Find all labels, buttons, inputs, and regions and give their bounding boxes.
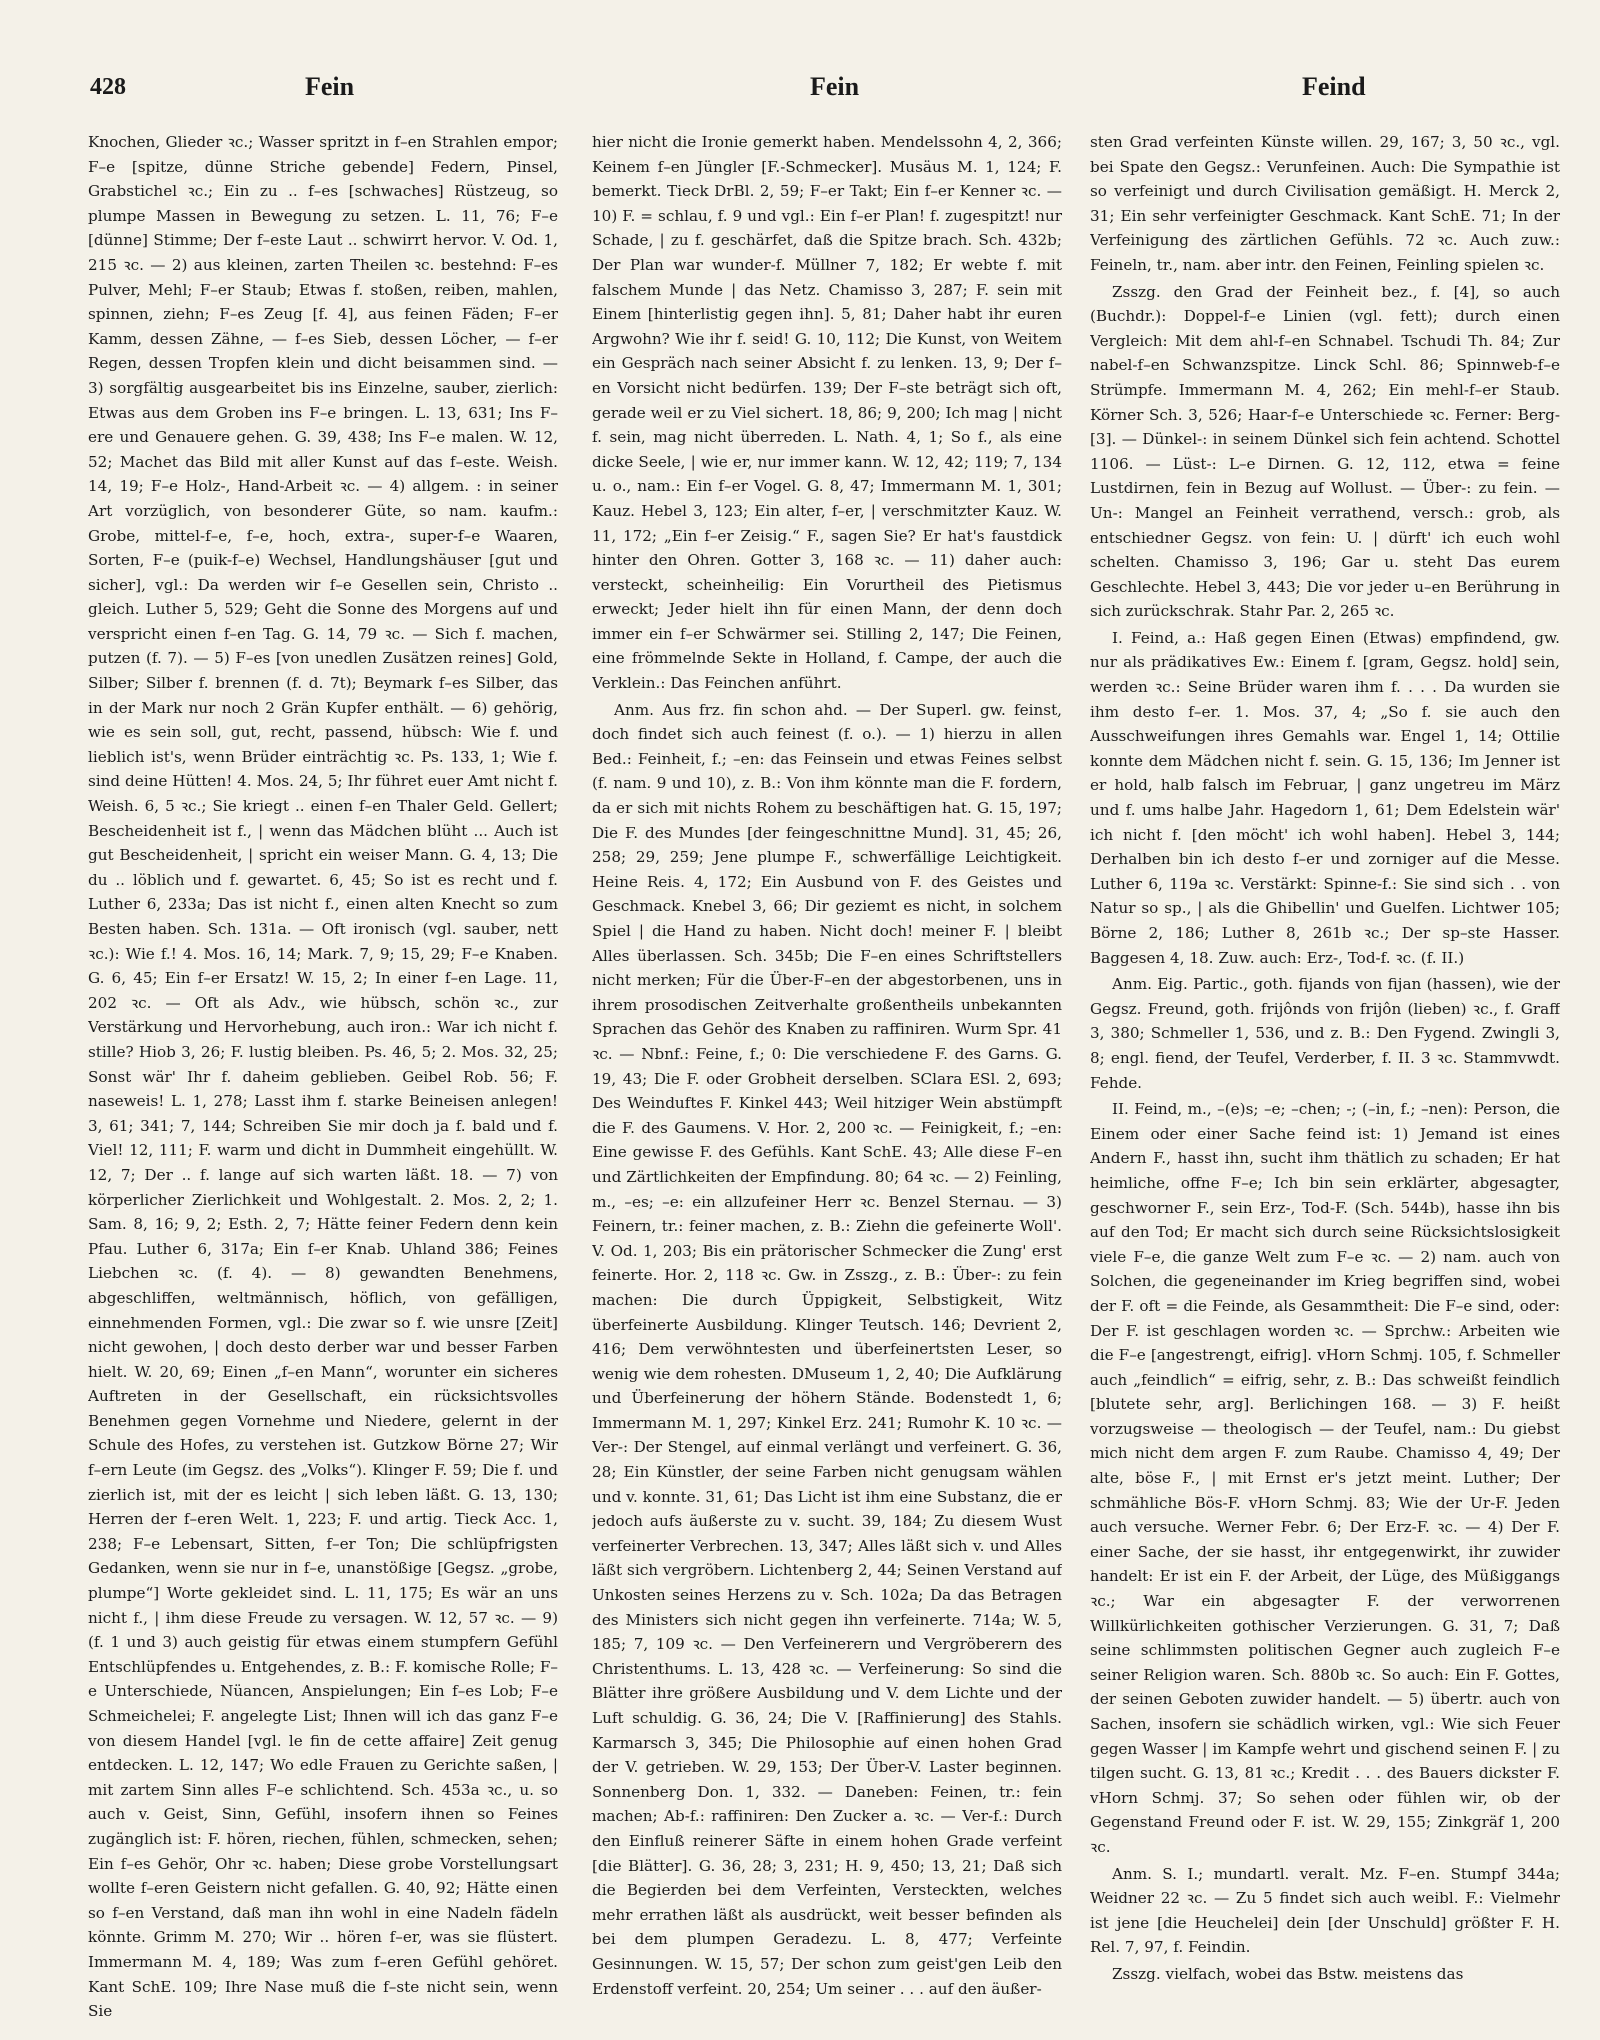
paragraph: sten Grad verfeinten Künste willen. 29, 167; 3, 50 ꝛc., vgl. bei Spate den Gegsz.: Verunfeinen. Auch: Die Sympathie ist so verfeinigt und durch Civilisation gemäßigt. H. Merck 2, 31; Ein sehr verfeinigter Geschmack. Kant SchE. 71; In der Verfeinigung des zärtlichen Gefühls. 72 ꝛc. Auch zuw.: Feineln, tr., nam. aber intr. den Feinen, Feinling spielen ꝛc.	[1090, 133, 1560, 274]
paragraph: hier nicht die Ironie gemerkt haben. Mendelssohn 4, 2, 366; Keinem f–en Jüngler [F.-Schmecker]. Musäus M. 1, 124; F. bemerkt. Tieck DrBl. 2, 59; F–er Takt; Ein f–er Kenner ꝛc. — 10) F. = schlau, f. 9 und vgl.: Ein f–er Plan! f. zugespitzt! nur Schade, | zu f. geschärfet, daß die Spitze brach. Sch. 432b; Der Plan war wunder-f. Müllner 7, 182; Er webte f. mit falschem Munde | das Netz. Chamisso 3, 287; F. sein mit Einem [hinterlistig gegen ihn]. 5, 81; Daher habt ihr euren Argwohn? Wie ihr f. seid! G. 10, 112; Die Kunst, von Weitem ein Gespräch nach seiner Absicht f. zu lenken. 13, 9; Der f–en Vorsicht nicht bedürfen. 139; Der F–ste beträgt sich oft, gerade weil er zu Viel sichert. 18, 86; 9, 200; Ich mag | nicht f. sein, mag nicht überreden. L. Nath. 4, 1; So f., als eine dicke Seele, | wie er, nur immer kann. W. 12, 42; 119; 7, 134 u. o., nam.: Ein f–er Vogel. G. 8, 47; Immermann M. 1, 301; Kauz. Hebel 3, 123; Ein alter, f–er, | verschmitzter Kauz. W. 11, 172; „Ein f–er Zeisig.“ F., sagen Sie? Er hat's faustdick hinter den Ohren. Gotter 3, 168 ꝛc. — 11) daher auch: versteckt, scheinheilig: Ein Vorurtheil des Pietismus erweckt; Jeder hielt ihn für einen Mann, der denn doch immer ein f–er Schwärmer sei. Stilling 2, 147; Die Feinen, eine frömmelnde Sekte in Holland, f. Campe, der auch die Verklein.: Das Feinchen anführt.	[592, 133, 1062, 693]
paragraph: Knochen, Glieder ꝛc.; Wasser spritzt in f–en Strahlen empor; F–e [spitze, dünne Striche gebende] Federn, Pinsel, Grabstichel ꝛc.; Ein zu .. f–es [schwaches] Rüstzeug, so plumpe Massen in Bewegung zu setzen. L. 11, 76; F–e [dünne] Stimme; Der f–este Laut .. schwirrt hervor. V. Od. 1, 215 ꝛc. — 2) aus kleinen, zarten Theilen ꝛc. bestehnd: F–es Pulver, Mehl; F–er Staub; Etwas f. stoßen, reiben, mahlen, spinnen, ziehn; F–es Zeug [f. 4], aus feinen Fäden; F–er Kamm, dessen Zähne, — f–es Sieb, dessen Löcher, — f–er Regen, dessen Tropfen klein und dicht beisammen sind. — 3) sorgfältig ausgearbeitet bis ins Einzelne, sauber, zierlich: Etwas aus dem Groben ins F–e bringen. L. 13, 631; Ins F–ere und Genauere gehen. G. 39, 438; Ins F–e malen. W. 12, 52; Machet das Bild mit aller Kunst auf das f–este. Weish. 14, 19; F–e Holz-, Hand-Arbeit ꝛc. — 4) allgem. : in seiner Art vorzüglich, von besonderer Güte, so nam. kaufm.: Grobe, mittel-f–e, f–e, hoch, extra-, super-f–e Waaren, Sorten, F–e (puik-f–e) Wechsel, Handlungshäuser [gut und sicher], vgl.: Da werden wir f–e Gesellen sein, Christo .. gleich. Luther 5, 529; Geht die Sonne des Morgens auf und verspricht einen f–en Tag. G. 14, 79 ꝛc. — Sich f. machen, putzen (f. 7). — 5) F–es [von unedlen Zusätzen reines] Gold, Silber; Silber f. brennen (f. d. 7t); Beymark f–es Silber, das in der Mark nur noch 2 Grän Kupfer enthält. — 6) gehörig, wie es sein soll, gut, recht, passend, hübsch: Wie f. und lieblich ist's, wenn Brüder einträchtig ꝛc. Ps. 133, 1; Wie f. sind deine Hütten! 4. Mos. 24, 5; Ihr führet euer Amt nicht f. Weish. 6, 5 ꝛc.; Sie kriegt .. einen f–en Thaler Geld. Gellert; Bescheidenheit ist f., | wenn das Mädchen blüht ... Auch ist gut Bescheidenheit, | spricht ein weiser Mann. G. 4, 13; Die du .. löblich und f. gewartet. 6, 45; So ist es recht und f. Luther 6, 233a; Das ist nicht f., einen alten Knecht so zum Besten haben. Sch. 131a. — Oft ironisch (vgl. sauber, nett ꝛc.): Wie f.! 4. Mos. 16, 14; Mark. 7, 9; 15, 29; F–e Knaben. G. 6, 45; Ein f–er Ersatz! W. 15, 2; In einer f–en Lage. 11, 202 ꝛc. — Oft als Adv., wie hübsch, schön ꝛc., zur Verstärkung und Hervorhebung, auch iron.: War ich nicht f. stille? Hiob 3, 26; F. lustig bleiben. Ps. 46, 5; 2. Mos. 32, 25; Sonst wär' Ihr f. daheim geblieben. Geibel Rob. 56; F. naseweis! L. 1, 278; Lasst ihm f. starke Beineisen anlegen! 3, 61; 341; 7, 144; Schreiben Sie mir doch ja f. bald und f. Viel! 12, 111; F. warm und dicht in Dummheit eingehüllt. W. 12, 7; Der .. f. lange auf sich warten läßt. 18. — 7) von körperlicher Zierlichkeit und Wohlgestalt. 2. Mos. 2, 2; 1. Sam. 8, 16; 9, 2; Esth. 2, 7; Hätte feiner Federn denn kein Pfau. Luther 6, 317a; Ein f–er Knab. Uhland 386; Feines Liebchen ꝛc. (f. 4). — 8) gewandten Benehmens, abgeschliffen, weltmännisch, höflich, von gefälligen, einnehmenden Formen, vgl.: Die zwar so f. wie unsre [Zeit] nicht gewohen, | doch desto derber war und besser Farben hielt. W. 20, 69; Einen „f–en Mann“, worunter ein sicheres Auftreten in der Gesellschaft, ein rücksichtsvolles Benehmen gegen Vornehme und Niedere, gelernt in der Schule des Hofes, zu verstehen ist. Gutzkow Börne 27; Wir f–ern Leute (im Gegsz. des „Volks“). Klinger F. 59; Die f. und zierlich ist, mit der es leicht | sich leben läßt. G. 13, 130; Herren der f–eren Welt. 1, 223; F. und artig. Tieck Acc. 1, 238; F–e Lebensart, Sitten, f–er Ton; Die schlüpfrigsten Gedanken, wenn sie nur in f–e, unanstößige [Gegsz. „grobe, plumpe“] Worte gekleidet sind. L. 11, 175; Es wär an uns nicht f., | ihm diese Freude zu versagen. W. 12, 57 ꝛc. — 9) (f. 1 und 3) auch geistig für etwas einem stumpfern Gefühl Entschlüpfendes u. Entgehendes, z. B.: F. komische Rolle; F–e Unterschiede, Nüancen, Anspielungen; Ein f–es Lob; F–e Schmeichelei; F. angelegte List; Ihnen will ich das ganz F–e von diesem Handel [vgl. le fin de cette affaire] Zeit genug entdecken. L. 12, 147; Wo edle Frauen zu Gerichte saßen, | mit zartem Sinn alles F–e schlichtend. Sch. 453a ꝛc., u. so auch v. Geist, Sinn, Gefühl, insofern ihnen so Feines zugänglich ist: F. hören, riechen, fühlen, schmecken, sehen; Ein f–es Gehör, Ohr ꝛc. haben; Diese grobe Vorstellungsart wollte f–eren Geistern nicht gefallen. G. 40, 92; Hätte einen so f–en Verstand, daß man ihn wohl in eine Nadeln fädeln könnte. Grimm M. 270; Wir .. hören f–er, was sie flüstert. Immermann M. 4, 189; Was zum f–eren Gefühl gehöret. Kant SchE. 109; Ihre Nase muß die f–ste nicht sein, wenn Sie	[88, 133, 558, 2020]
entry-feind-adjective: I. Feind, a.: Haß gegen Einen (Etwas) empfindend, gw. nur als prädikatives Ew.: Einem f. [gram, Gegsz. hold] sein, werden ꝛc.: Seine Brüder waren ihm f. . . . Da wurden sie ihm desto f–er. 1. Mos. 37, 4; „So f. sie auch den Ausschweifungen ihres Gemahls war. Engel 1, 14; Ottilie konnte dem Mädchen nicht f. sein. G. 15, 136; Im Jenner ist er hold, halb falsch im Februar, | ganz ungetreu im März und f. ums halbe Jahr. Hagedorn 1, 61; Dem Edelstein wär' ich nicht f. [den möcht' ich wohl haben]. Hebel 3, 144; Derhalben bin ich desto f–er und zorniger auf die Messe. Luther 6, 119a ꝛc. Verstärkt: Spinne-f.: Sie sind sich . . von Natur so sp., | als die Ghibellin' und Guelfen. Lichtwer 105; Börne 2, 186; Luther 8, 261b ꝛc.; Der sp–ste Hasser. Baggesen 4, 18. Zuw. auch: Erz-, Tod-f. ꝛc. (f. II.)	[1090, 628, 1560, 967]
text-column-right	[1090, 130, 1560, 2020]
paragraph-anm: Anm. Eig. Partic., goth. fijands von fijan (hassen), wie der Gegsz. Freund, goth. frijônds von frijôn (lieben) ꝛc., f. Graff 3, 380; Schmeller 1, 536, und z. B.: Den Fygend. Zwingli 3, 8; engl. fiend, der Teufel, Verderber, f. II. 3 ꝛc. Stammvwdt. Fehde.	[1090, 975, 1560, 1092]
page-header	[0, 0, 1600, 110]
paragraph-zsszg: Zsszg. vielfach, wobei das Bstw. meistens das	[1112, 1964, 1464, 1983]
page-number: 428	[90, 74, 126, 100]
paragraph-zsszg: Zsszg. den Grad der Feinheit bez., f. [4], so auch (Buchdr.): Doppel-f–e Linien (vgl. fett); durch einen Vergleich: Mit dem ahl-f–en Schnabel. Tschudi Th. 84; Zur nabel-f–en Schwanzspitze. Linck Schl. 86; Spinnweb-f–e Strümpfe. Immermann M. 4, 262; Ein mehl-f–er Staub. Körner Sch. 3, 526; Haar-f–e Unterschiede ꝛc. Ferner: Berg-[3]. — Dünkel-: in seinem Dünkel sich fein achtend. Schottel 1106. — Lüst-: L–e Dirnen. G. 12, 112, etwa = feine Lustdirnen, fein in Bezug auf Wollust. — Über-: zu fein. — Un-: Mangel an Feinheit verrathend, versch.: grob, als entschiedner Gegsz. von fein: U. | dürft' ich euch wohl schelten. Chamisso 3, 196; Gar u. steht Das eurem Geschlechte. Hebel 3, 443; Die vor jeder u–en Berührung in sich zurückschrak. Stahr Par. 2, 265 ꝛc.	[1090, 282, 1560, 621]
running-headword-left: Fein	[305, 72, 355, 101]
running-headword-center: Fein	[810, 72, 860, 101]
paragraph-anm: Anm. Aus frz. fin schon ahd. — Der Superl. gw. feinst, doch findet sich auch feinest (f. o.). — 1) hierzu in allen Bed.: Feinheit, f.; –en: das Feinsein und etwas Feines selbst (f. nam. 9 und 10), z. B.: Von ihm könnte man die F. fordern, da er sich mit nichts Rohem zu beschäftigen hat. G. 15, 197; Die F. des Mundes [der feingeschnittne Mund]. 31, 45; 26, 258; 29, 259; Jene plumpe F., schwerfällige Leichtigkeit. Heine Reis. 4, 172; Ein Ausbund von F. des Geistes und Geschmack. Knebel 3, 66; Dir geziemt es nicht, in solchem Spiel | die Hand zu haben. Nicht doch! meiner F. | bleibt Alles überlassen. Sch. 345b; Die F–en eines Schriftstellers nicht merken; Für die Über-F–en der abgestorbenen, uns in ihrem prosodischen Zeitverhalte großentheils unbekannten Sprachen das Gehör des Knaben zu raffiniren. Wurm Spr. 41 ꝛc. — Nbnf.: Feine, f.; 0: Die verschiedene F. des Garns. G. 19, 43; Die F. oder Grobheit derselben. SClara ESl. 2, 693; Des Weinduftes F. Kinkel 443; Weil hitziger Wein abstümpft die F. des Gaumens. V. Hor. 2, 200 ꝛc. — Feinigkeit, f.; –en: Eine gewisse F. des Gefühls. Kant SchE. 43; Alle diese F–en und Zärtlichkeiten der Empfindung. 80; 64 ꝛc. — 2) Feinling, m., –es; –e: ein allzufeiner Herr ꝛc. Benzel Sternau. — 3) Feinern, tr.: feiner machen, z. B.: Ziehn die gefeinerte Woll'. V. Od. 1, 203; Bis ein prätorischer Schmecker die Zung' erst feinerte. Hor. 2, 118 ꝛc. Gw. in Zsszg., z. B.: Über-: zu fein machen: Die durch Üppigkeit, Selbstigkeit, Witz überfeinerte Ausbildung. Klinger Teutsch. 146; Devrient 2, 416; Dem verwöhntesten und überfeinertsten Leser, so wenig wie dem rohesten. DMuseum 1, 2, 40; Die Aufklärung und Überfeinerung der höhern Stände. Bodenstedt 1, 6; Immermann M. 1, 297; Kinkel Erz. 241; Rumohr K. 10 ꝛc. — Ver-: Der Stengel, auf einmal verlängt und verfeinert. G. 36, 28; Ein Künstler, der seine Farben nicht genugsam wählen und v. konnte. 31, 61; Das Licht ist ihm eine Substanz, die er jedoch aufs äußerste zu v. sucht. 39, 184; Zu diesem Wust verfeinerter Verbrechen. 13, 347; Alles läßt sich v. und Alles läßt sich vergröbern. Lichtenberg 2, 44; Seinen Verstand auf Unkosten seines Herzens zu v. Sch. 102a; Da das Betragen des Ministers sich nicht gegen ihn verfeinerte. 714a; W. 5, 185; 7, 109 ꝛc. — Den Verfeinerern und Vergröberern des Christenthums. L. 13, 428 ꝛc. — Verfeinerung: So sind die Blätter ihre größere Ausbildung und V. dem Lichte und der Luft schuldig. G. 36, 24; Die V. [Raffinierung] des Stahls. Karmarsch 3, 345; Die Philosophie auf einen hohen Grad der V. getrieben. W. 29, 153; Der Über-V. Laster beginnen. Sonnenberg Don. 1, 332. — Daneben: Feinen, tr.: fein machen; Ab-f.: raffiniren: Den Zucker a. ꝛc. — Ver-f.: Durch den Einfluß reinerer Säfte in einem hohen Grade verfeint [die Blätter]. G. 36, 28; 3, 231; H. 9, 450; 13, 21; Daß sich die Begierden bei dem Verfeinten, Versteckten, welches mehr errathen läßt als ausdrückt, weit besser befinden als bei dem plumpen Geradezu. L. 8, 477; Verfeinte Gesinnungen. W. 15, 57; Der schon zum geist'gen Leib den Erdenstoff verfeint. 20, 254; Um seiner . . . auf den äußer-	[592, 700, 1062, 1998]
running-headword-right: Feind	[1302, 72, 1366, 101]
text-column-left	[88, 130, 558, 2020]
entry-feind-noun: II. Feind, m., –(e)s; –e; –chen; -; (–in, f.; –nen): Person, die Einem oder einer Sache feind ist: 1) Jemand ist eines Andern F., hasst ihn, sucht ihm thätlich zu schaden; Er hat heimliche, offne F–e; Ich bin sein erklärter, abgesagter, geschworner F., sein Erz-, Tod-F. (Sch. 544b), hasse ihn bis auf den Tod; Er macht sich durch seine Rücksichtslosigkeit viele F–e, die ganze Welt zum F–e ꝛc. — 2) nam. auch von Solchen, die gegeneinander im Krieg begriffen sind, wobei der F. oft = die Feinde, als Gesammtheit: Die F–e sind, oder: Der F. ist geschlagen worden ꝛc. — Sprchw.: Arbeiten wie die F–e [angestrengt, eifrig]. vHorn Schmj. 105, f. Schmeller auch „feindlich“ = eifrig, sehr, z. B.: Das schweißt feindlich [blutete sehr, arg]. Berlichingen 168. — 3) F. heißt vorzugsweise — theologisch — der Teufel, nam.: Du giebst mich nicht dem argen F. zum Raube. Chamisso 4, 49; Der alte, böse F., | mit Ernst er's jetzt meint. Luther; Der schmähliche Bös-F. vHorn Schmj. 83; Wie der Ur-F. Jeden auch versuche. Werner Febr. 6; Der Erz-F. ꝛc. — 4) Der F. einer Sache, der sie hasst, ihr entgegenwirkt, ihr zuwider handelt: Er ist ein F. der Arbeit, der Lüge, des Müßiggangs ꝛc.; War ein abgesagter F. der verworrenen Willkürlichkeiten gothischer Verzierungen. G. 31, 7; Daß seine schlimmsten politischen Gegner auch zugleich F–e seiner Religion waren. Sch. 880b ꝛc. So auch: Ein F. Gottes, der seinen Geboten zuwider handelt. — 5) übertr. auch von Sachen, insofern sie schädlich wirken, vgl.: Wie sich Feuer gegen Wasser | im Kampfe wehrt und gischend seinen F. | zu tilgen sucht. G. 13, 81 ꝛc.; Kredit . . . des Bauers dickster F. vHorn Schmj. 37; So sehen oder fühlen wir, ob der Gegenstand Freund oder F. ist. W. 29, 155; Zinkgräf 1, 200 ꝛc.	[1090, 1100, 1560, 1856]
paragraph-anm: Anm. S. I.; mundartl. veralt. Mz. F–en. Stumpf 344a; Weidner 22 ꝛc. — Zu 5 findet sich auch weibl. F.: Vielmehr ist jene [die Heuchelei] dein [der Unschuld] größter F. H. Rel. 7, 97, f. Feindin.	[1090, 1864, 1560, 1957]
text-column-middle	[592, 130, 1062, 2020]
